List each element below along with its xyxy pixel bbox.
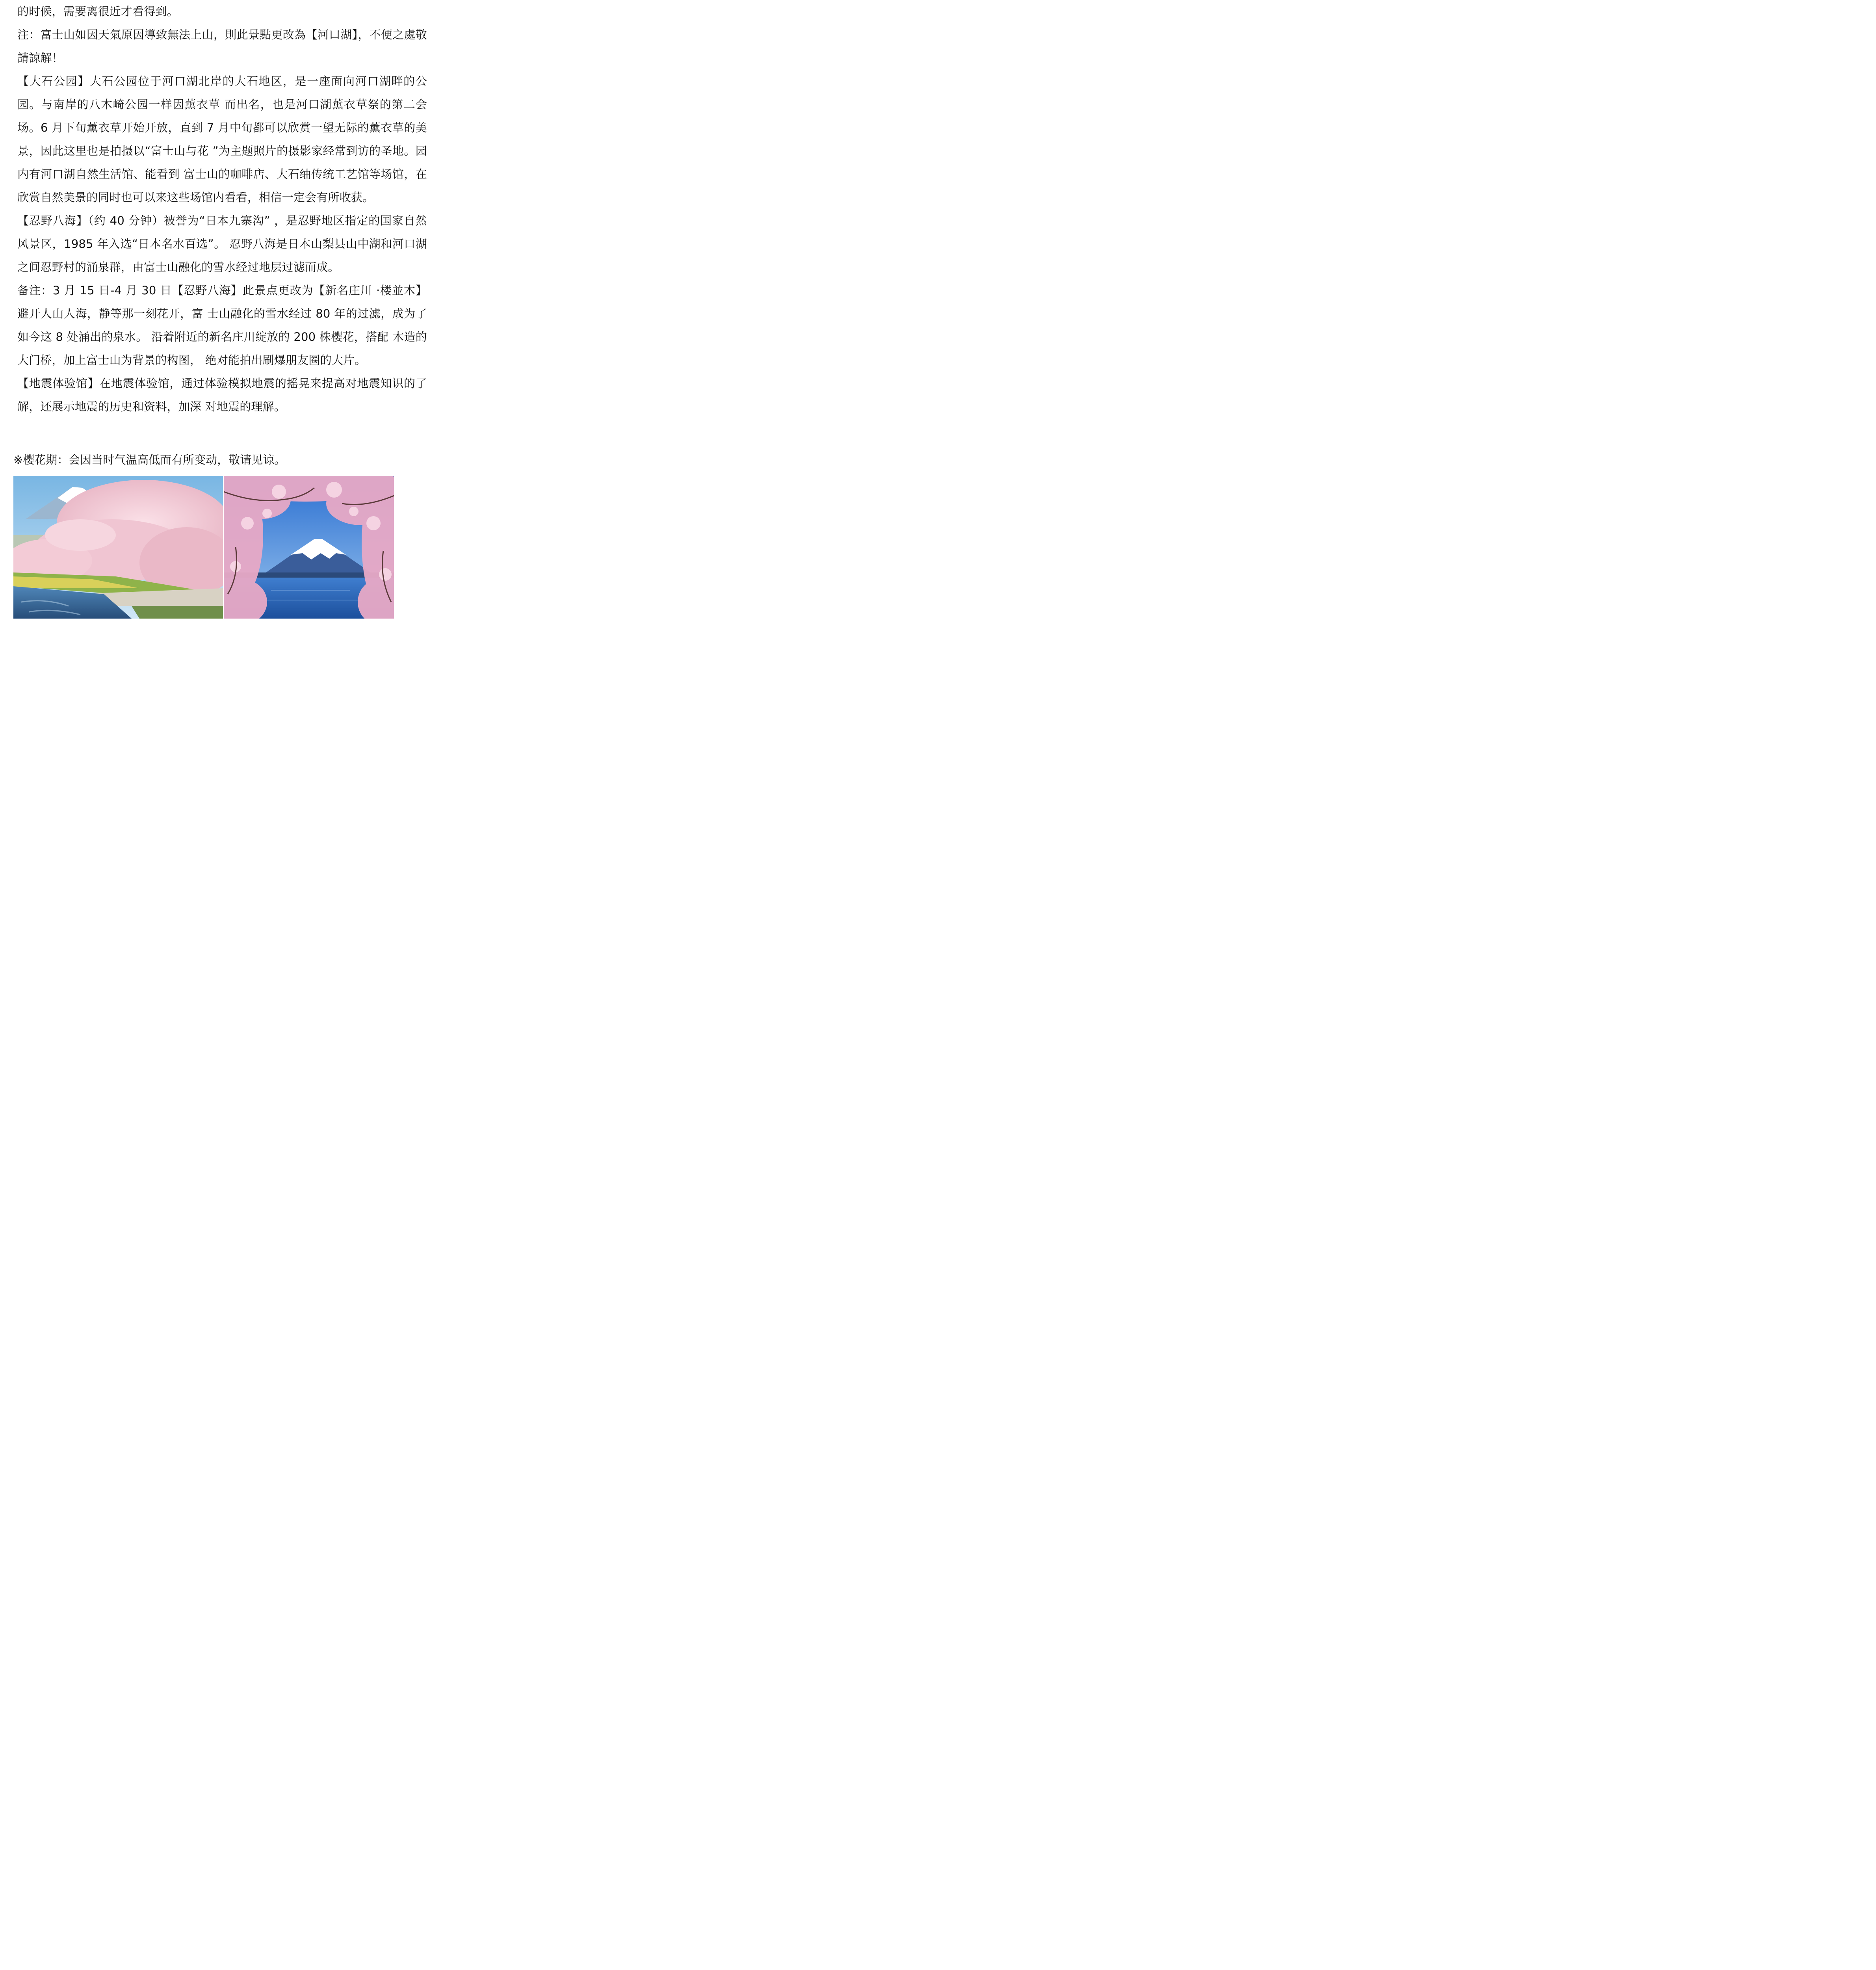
- cherry-blossom-note: ※樱花期：会因当时气温高低而有所变动，敬请见谅。: [13, 453, 286, 466]
- photo-fuji-cherry-river: [13, 476, 223, 619]
- paragraph-continuation: 的时候，需要离很近才看得到。: [17, 5, 178, 18]
- document-body: [17, 0, 427, 418]
- paragraph-weather-note: 注：富士山如因天氣原因導致無法上山，則此景點更改為【河口湖】，不便之處敬請諒解！: [17, 28, 427, 65]
- photo-fuji-cherry-lake: [224, 476, 394, 619]
- paragraph-oshino-hakkai: 【忍野八海】（约 40 分钟）被誉为“日本九寨沟” ，是忍野地区指定的国家自然风景区，1985 年入选“日本名水百选”。 忍野八海是日本山梨县山中湖和河口湖之间忍野村的涌泉群，由富士山融化的雪水经过地层过滤而成。: [17, 214, 427, 274]
- paragraph-oishi-park: 【大石公园】大石公园位于河口湖北岸的大石地区，是一座面向河口湖畔的公园。与南岸的八木崎公园一样因薰衣草 而出名，也是河口湖薰衣草祭的第二会场。6 月下旬薰衣草开始开放，直到 7 月中旬都可以欣赏一望无际的薰衣草的美景，因此这里也是拍摄以“富士山与花 ”为主题照片的摄影家经常到访的圣地。园内有河口湖自然生活馆、能看到 富士山的咖啡店、大石䌷传统工艺馆等场馆，在欣赏自然美景的同时也可以来这些场馆内看看，相信一定会有所收获。: [17, 74, 427, 204]
- paragraph-remark: 备注：3 月 15 日-4 月 30 日【忍野八海】此景点更改为【新名庄川 ·楼並木】避开人山人海，静等那一刻花开，富 士山融化的雪水经过 80 年的过滤，成为了如今这 8 处涌出的泉水。 沿着附近的新名庄川绽放的 200 株樱花，搭配 木造的大门桥，加上富士山为背景的构图， 绝对能拍出刷爆朋友圈的大片。: [17, 284, 427, 367]
- paragraph-earthquake-museum: 【地震体验馆】在地震体验馆，通过体验模拟地震的摇晃来提高对地震知识的了解，还展示地震的历史和资料，加深 对地震的理解。: [17, 377, 427, 413]
